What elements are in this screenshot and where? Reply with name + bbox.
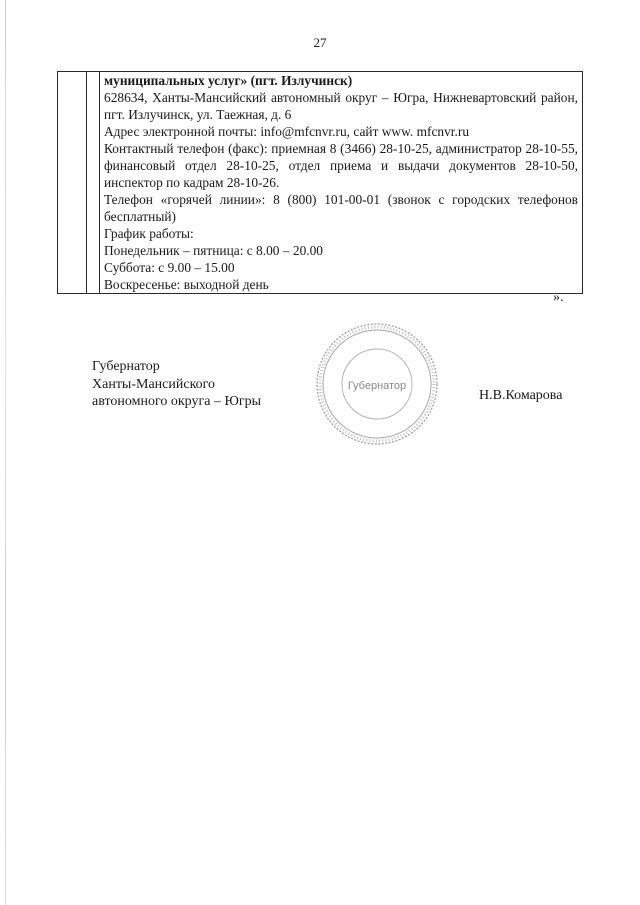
closing-quote: ». bbox=[553, 290, 564, 305]
hotline-line: Телефон «горячей линии»: 8 (800) 101-00-01 (звонок с городских телефонов бесплатный) bbox=[104, 192, 578, 224]
row-sub-cell bbox=[87, 72, 100, 294]
schedule-saturday: Суббота: с 9.00 – 15.00 bbox=[104, 260, 235, 275]
schedule-weekdays: Понедельник – пятница: с 8.00 – 20.00 bbox=[104, 243, 324, 258]
phone-line: Контактный телефон (факс): приемная 8 (3466) 28-10-25, администратор 28-10-55, финансовый отдел 28-10-25, отдел приема и выдачи документов 28-10-50, инспектор по кадрам 28-10-26. bbox=[104, 141, 578, 190]
signatory-title-line: Ханты-Мансийского bbox=[92, 376, 216, 392]
contact-info-table bbox=[57, 71, 583, 294]
row-content-cell bbox=[100, 72, 583, 294]
signatory-title-line: автономного округа – Югры bbox=[92, 394, 261, 409]
schedule-heading: График работы: bbox=[104, 226, 194, 241]
official-stamp-icon bbox=[314, 321, 440, 447]
scan-edge bbox=[5, 0, 6, 905]
signatory-title bbox=[92, 358, 261, 411]
email-line: Адрес электронной почты: info@mfcnvr.ru, сайт www. mfcnvr.ru bbox=[104, 124, 470, 139]
page-number: 27 bbox=[313, 35, 327, 50]
signatory-name: Н.В.Комарова bbox=[479, 388, 563, 403]
schedule-sunday: Воскресенье: выходной день bbox=[104, 277, 269, 292]
row-number-cell bbox=[58, 72, 87, 294]
org-name-line: муниципальных услуг» (пгт. Излучинск) bbox=[104, 73, 353, 88]
address-line: 628634, Ханты-Мансийский автономный округ – Югра, Нижневартовский район, пгт. Излучинск, ул. Таежная, д. 6 bbox=[104, 90, 578, 122]
stamp-label: Губернатор bbox=[347, 380, 407, 392]
signatory-title-line: Губернатор bbox=[92, 359, 160, 374]
table-row bbox=[58, 72, 583, 294]
